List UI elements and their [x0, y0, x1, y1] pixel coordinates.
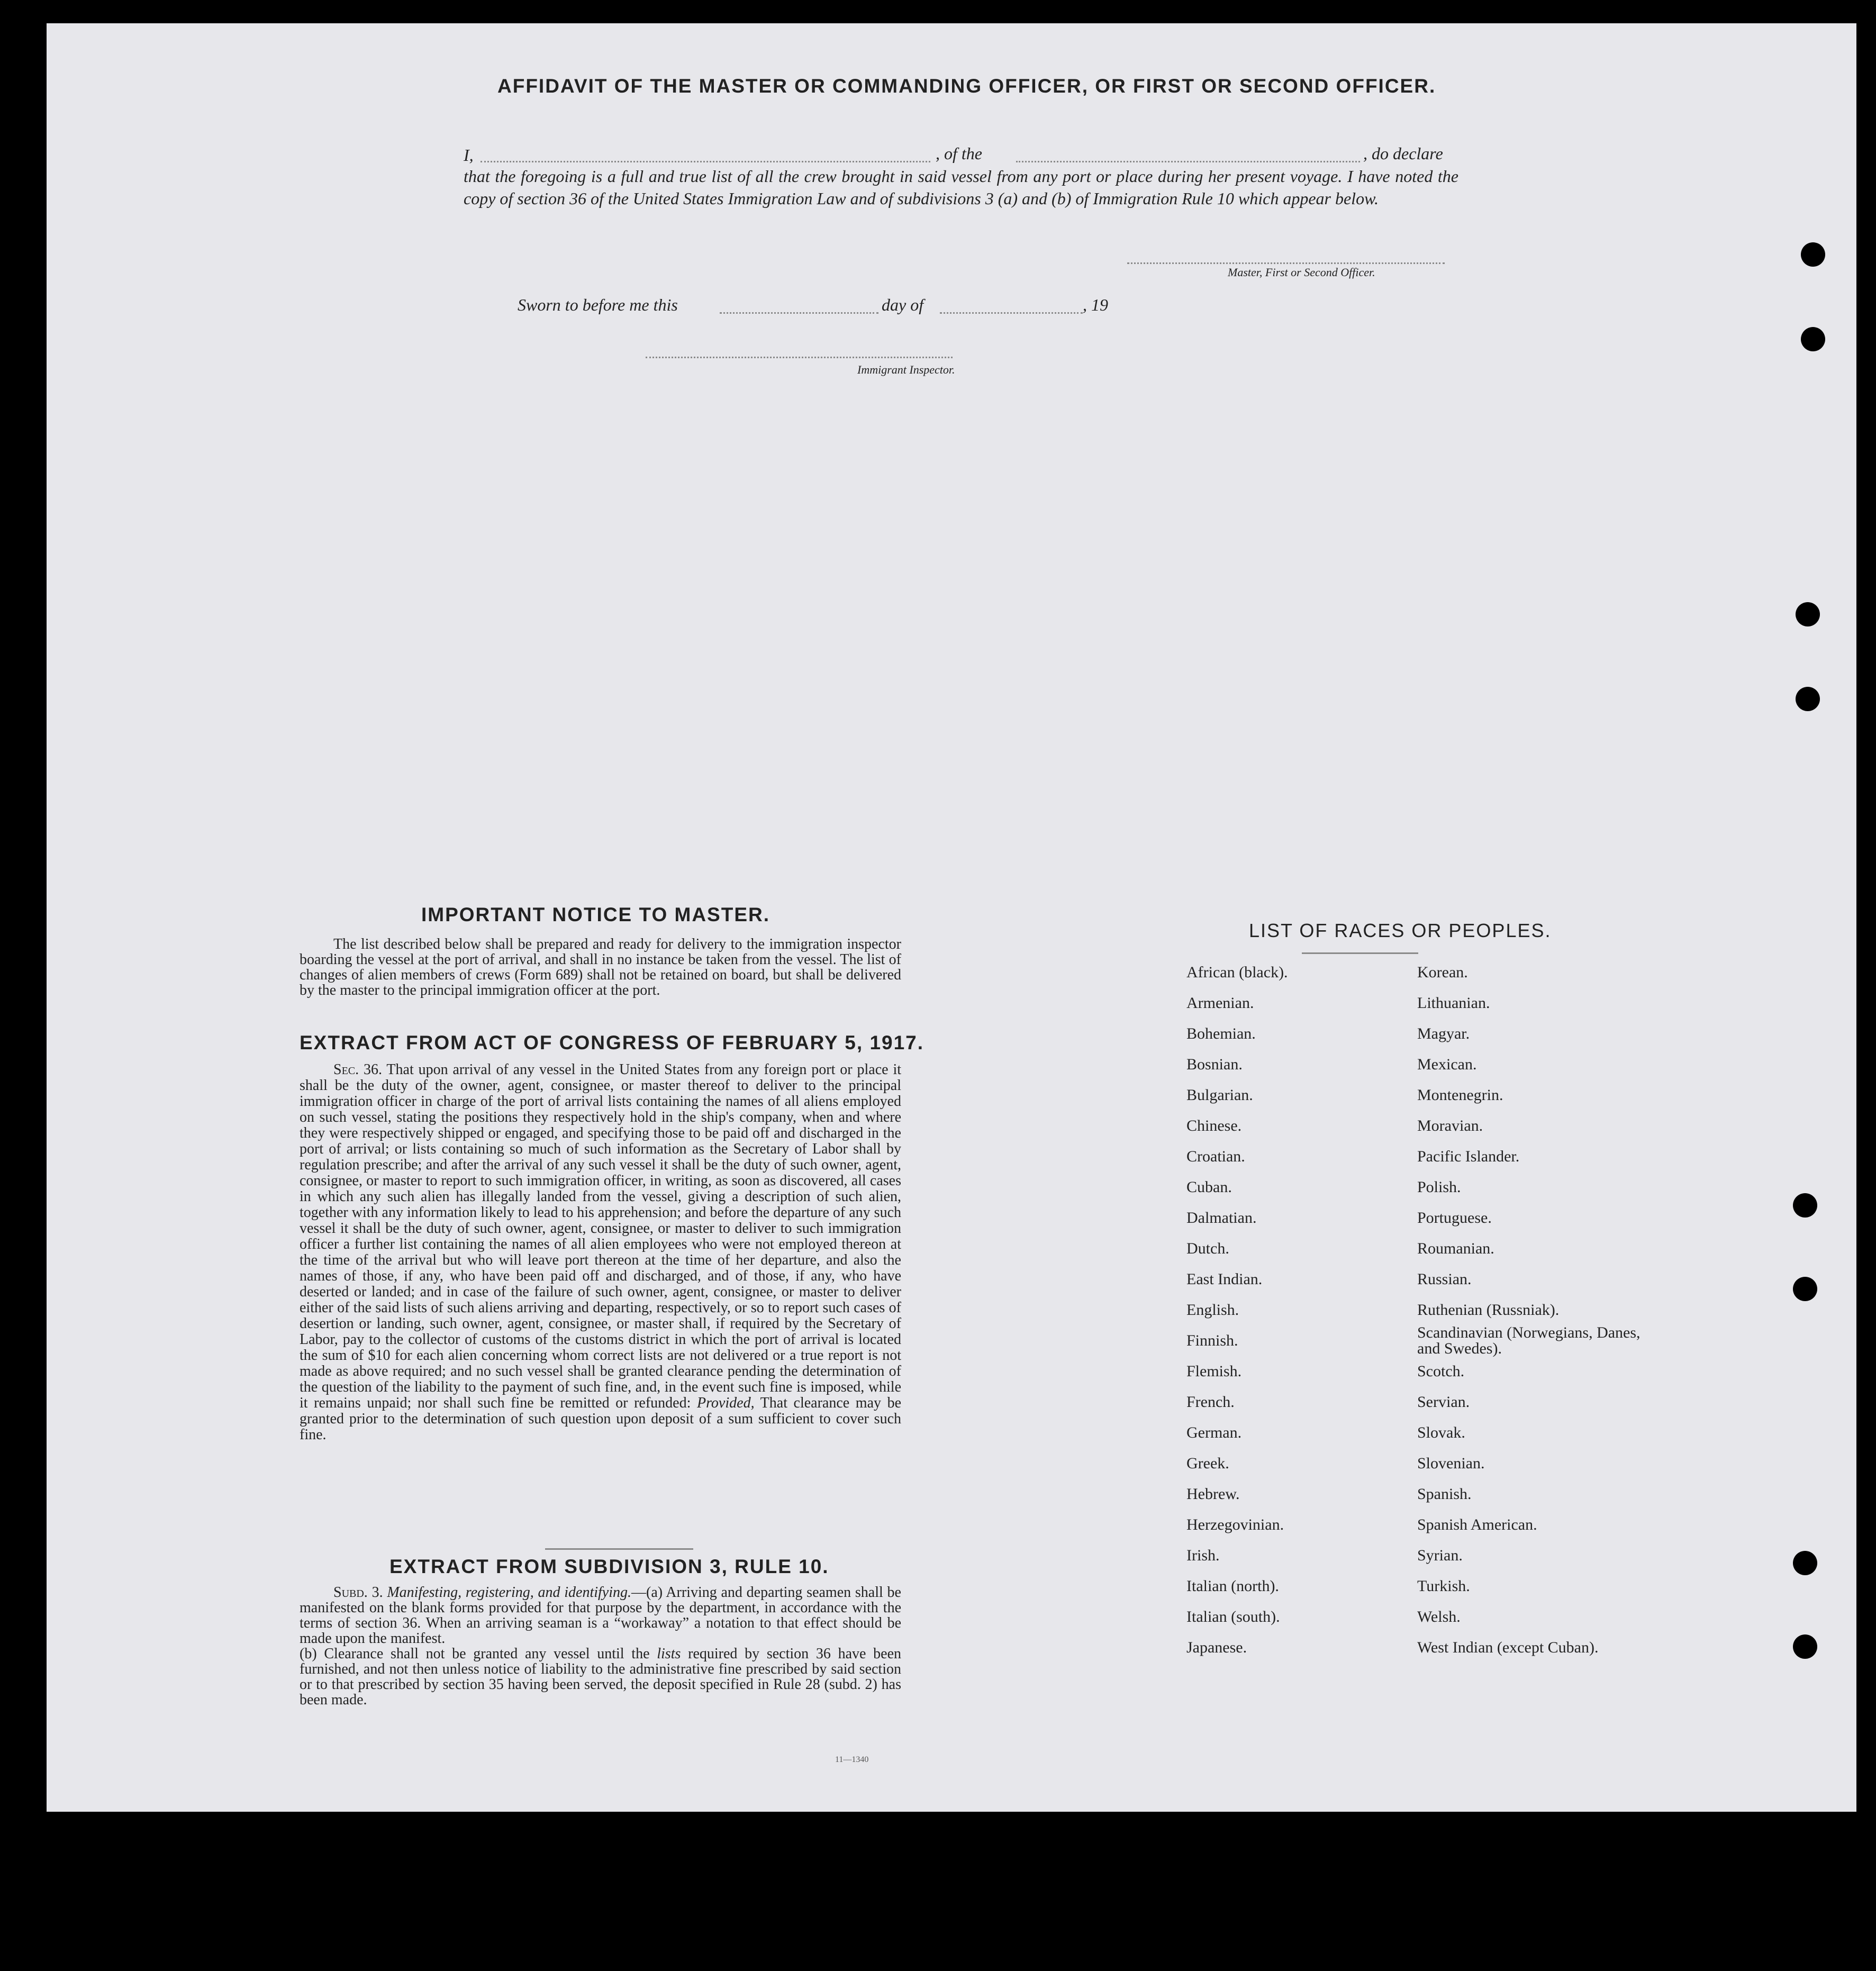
form-page	[47, 23, 1856, 1812]
race-item: Ruthenian (Russniak).	[1417, 1301, 1560, 1319]
day-of-label: day of	[882, 295, 924, 314]
section-36-text	[300, 1062, 901, 1443]
do-declare-label: , do declare	[1363, 144, 1443, 163]
section-36-body-end: That clearance may be granted prior to the determination of such question upon deposit of a sum sufficient to cover such fine.	[300, 1395, 902, 1443]
sworn-label: Sworn to before me this	[518, 295, 678, 314]
punch-hole	[1793, 1277, 1817, 1301]
subdivision-3-text	[300, 1585, 901, 1707]
race-item: Polish.	[1417, 1178, 1461, 1196]
inspector-caption: Immigrant Inspector.	[857, 363, 955, 376]
inspector-signature-field[interactable]	[646, 342, 953, 358]
notice-body: The list described below shall be prepared and ready for delivery to the immigration inspector boarding the vessel at the port of arrival, and shall in no instance be taken from the vessel. The list of changes of alien members of crews (Form 689) shall not be retained on board, but shall be delivered by the master to the principal immigration officer at the port.	[300, 936, 901, 998]
officer-name-field[interactable]	[481, 146, 930, 162]
punch-hole	[1796, 602, 1820, 626]
race-item: Irish.	[1186, 1547, 1220, 1564]
race-item: Herzegovinian.	[1186, 1516, 1284, 1533]
affidavit-declaration-line	[464, 144, 474, 166]
affidavit-i-label: I,	[464, 146, 474, 165]
race-item: Bulgarian.	[1186, 1086, 1253, 1104]
race-item: Korean.	[1417, 964, 1468, 981]
signature-caption: Master, First or Second Officer.	[1228, 266, 1375, 279]
race-item: German.	[1186, 1424, 1242, 1441]
race-item: Finnish.	[1186, 1332, 1238, 1349]
act-extract-title: EXTRACT FROM ACT OF CONGRESS OF FEBRUARY 5, 1917.	[300, 1032, 925, 1053]
affidavit-statement: that the foregoing is a full and true list of all the crew brought in said vessel from any port or place during her present voyage. I have noted the copy of section 36 of the United States Immigration Law and of subdivisions 3 (a) and (b) of Immigration Rule 10 which appear below.	[464, 167, 1458, 208]
race-item: Cuban.	[1186, 1178, 1232, 1196]
race-item: Italian (north).	[1186, 1577, 1279, 1595]
race-item: Syrian.	[1417, 1547, 1463, 1564]
sworn-month-field[interactable]	[940, 297, 1083, 314]
race-item: Scotch.	[1417, 1363, 1465, 1380]
race-item: English.	[1186, 1301, 1239, 1319]
race-item: Chinese.	[1186, 1117, 1242, 1134]
race-item: Slovak.	[1417, 1424, 1465, 1441]
races-title: LIST OF RACES OR PEOPLES.	[1249, 920, 1552, 941]
race-item: African (black).	[1186, 964, 1288, 981]
officer-signature-field[interactable]	[1127, 248, 1445, 264]
subd-para-b-lists: lists	[657, 1646, 681, 1662]
punch-hole	[1796, 687, 1820, 711]
punch-hole	[1801, 242, 1825, 267]
punch-hole	[1801, 327, 1825, 351]
race-item: Servian.	[1417, 1393, 1470, 1411]
divider	[1302, 952, 1418, 954]
race-item: Hebrew.	[1186, 1485, 1240, 1503]
race-item: Welsh.	[1417, 1608, 1461, 1625]
race-item: Japanese.	[1186, 1639, 1247, 1656]
race-item: Russian.	[1417, 1270, 1472, 1288]
punch-hole	[1793, 1551, 1817, 1575]
form-number: 11—1340	[835, 1755, 869, 1764]
race-item: Turkish.	[1417, 1577, 1470, 1595]
race-item: Mexican.	[1417, 1056, 1477, 1073]
divider	[545, 1548, 693, 1550]
subd-para-a: —(a) Arriving and departing seamen shall be manifested on the blank forms provided for that purpose by the department, in accordance with the terms of section 36. When an arriving seaman is a “workaway” a notation to that effect should be made upon the manifest.	[300, 1584, 901, 1647]
race-item: Dalmatian.	[1186, 1209, 1257, 1227]
provided-label: Provided,	[696, 1395, 755, 1411]
subd-heading: Manifesting, registering, and identifying.	[387, 1584, 631, 1601]
of-the-label: , of the	[936, 144, 982, 163]
race-item: East Indian.	[1186, 1270, 1263, 1288]
subd-para-b-lead: (b) Clearance shall not be granted any vessel until the	[300, 1646, 650, 1662]
race-item: Portuguese.	[1417, 1209, 1492, 1227]
notice-title: IMPORTANT NOTICE TO MASTER.	[421, 904, 771, 925]
race-item: Magyar.	[1417, 1025, 1470, 1042]
race-item: Montenegrin.	[1417, 1086, 1503, 1104]
section-label: Sec. 36.	[333, 1061, 383, 1078]
sworn-day-field[interactable]	[720, 297, 878, 314]
subd-label: Subd. 3.	[333, 1584, 383, 1601]
race-item: Italian (south).	[1186, 1608, 1280, 1625]
race-item: Lithuanian.	[1417, 994, 1490, 1012]
punch-hole	[1793, 1193, 1817, 1218]
race-item: Bohemian.	[1186, 1025, 1256, 1042]
rule-extract-title: EXTRACT FROM SUBDIVISION 3, RULE 10.	[389, 1556, 829, 1577]
race-item: Dutch.	[1186, 1240, 1229, 1257]
race-item: Bosnian.	[1186, 1056, 1243, 1073]
race-item: Slovenian.	[1417, 1455, 1485, 1472]
year-label: , 19	[1083, 295, 1108, 314]
vessel-name-field[interactable]	[1016, 146, 1360, 162]
race-item: Spanish.	[1417, 1485, 1472, 1503]
punch-hole	[1793, 1634, 1817, 1659]
race-item: Flemish.	[1186, 1363, 1242, 1380]
section-36-body: That upon arrival of any vessel in the United States from any foreign port or place it shall be the duty of the owner, agent, consignee, or master thereof to deliver to the principal immigration officer in charge of the port of arrival lists containing the names of all aliens employed on such vessel, stating the positions they respectively hold in the ship's company, when and where they were respectively shipped or engaged, and specifying those to be paid off and discharged in the port of arrival; or lists containing so much of such information as the Secretary of Labor shall by regulation prescribe; and after the arrival of any such vessel it shall be the duty of such owner, agent, consignee, or master to report to such immigration officer, in writing, as soon as discovered, all cases in which any such alien has illegally landed from the vessel, giving a description of such alien, together with any information likely to lead to his apprehension; and before the departure of any such vessel it shall be the duty of such owner, agent, consignee, or master to deliver to such immigration officer a further list containing the names of all alien employees who were not employed thereon at the time of the arrival but who will leave port thereon at the time of her departure, and also the names of those, if any, who have been paid off and discharged, and of those, if any, who have deserted or landed; and in case of the failure of such owner, agent, consignee, or master to deliver either of the said lists of such aliens arriving and departing, respectively, or so to report such cases of desertion or landing, such owner, agent, consignee, or master shall, if required by the Secretary of Labor, pay to the collector of customs of the customs district in which the port of arrival is located the sum of $10 for each alien concerning whom correct lists are not delivered or a true report is not made as above required; and no such vessel shall be granted clearance pending the determination of the question of the liability to the payment of such fine, and, in the event such fine is imposed, while it remains unpaid; nor shall such fine be remitted or refunded:	[300, 1061, 902, 1411]
race-item: Moravian.	[1417, 1117, 1483, 1134]
affidavit-title: AFFIDAVIT OF THE MASTER OR COMMANDING OFFICER, OR FIRST OR SECOND OFFICER.	[497, 75, 1436, 97]
race-item: Pacific Islander.	[1417, 1148, 1520, 1165]
race-item: French.	[1186, 1393, 1235, 1411]
race-item: Scandinavian (Norwegians, Danes, and Swedes).	[1417, 1324, 1641, 1357]
race-item: Greek.	[1186, 1455, 1229, 1472]
race-item: Armenian.	[1186, 994, 1254, 1012]
race-item: Roumanian.	[1417, 1240, 1494, 1257]
race-item: Spanish American.	[1417, 1516, 1537, 1533]
subd-para-b-rest: required by section 36 have been furnished, and not then unless notice of liability to the administrative fine prescribed by said section or to that prescribed by section 35 having been served, the deposit specified in Rule 28 (subd. 2) has been made.	[300, 1646, 902, 1708]
race-item: Croatian.	[1186, 1148, 1245, 1165]
race-item: West Indian (except Cuban).	[1417, 1639, 1599, 1656]
